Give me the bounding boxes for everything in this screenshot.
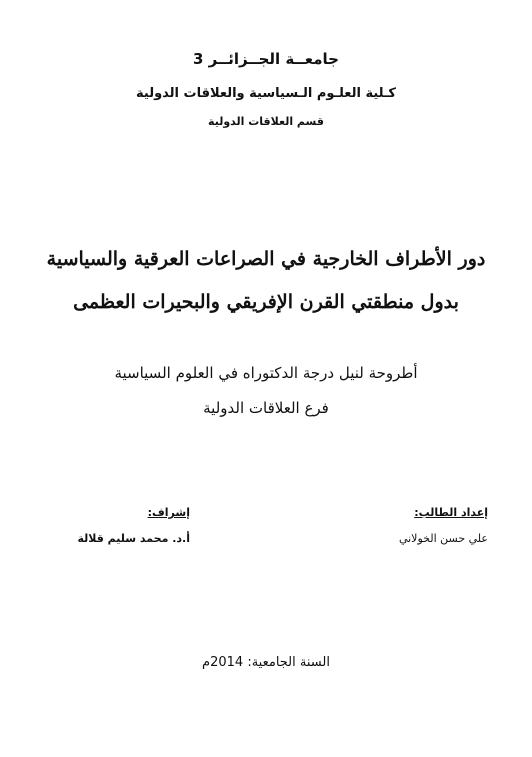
- department-name: قسم العلاقات الدولية: [208, 115, 324, 128]
- thesis-title-line-2: بدول منطقتي القرن الإفريقي والبحيرات العظمى: [73, 291, 459, 313]
- faculty-name: كـلية العلـوم الـسياسية والعلاقات الدولية: [136, 86, 396, 101]
- student-label: إعداد الطالب:: [414, 506, 488, 519]
- degree-description: أطروحة لنيل درجة الدكتوراه في العلوم السياسية: [114, 364, 418, 382]
- supervisor-name: أ.د. محمد سليم قلالة: [77, 532, 190, 545]
- specialization: فرع العلاقات الدولية: [203, 399, 329, 417]
- thesis-title-line-1: دور الأطراف الخارجية في الصراعات العرقية والسياسية: [46, 248, 486, 270]
- academic-year: السنة الجامعية: 2014م: [202, 655, 330, 670]
- student-name: علي حسن الخولاني: [398, 532, 488, 545]
- university-name: جامعــة الجــزائــر 3: [193, 50, 339, 68]
- supervisor-label: إشراف:: [147, 506, 190, 519]
